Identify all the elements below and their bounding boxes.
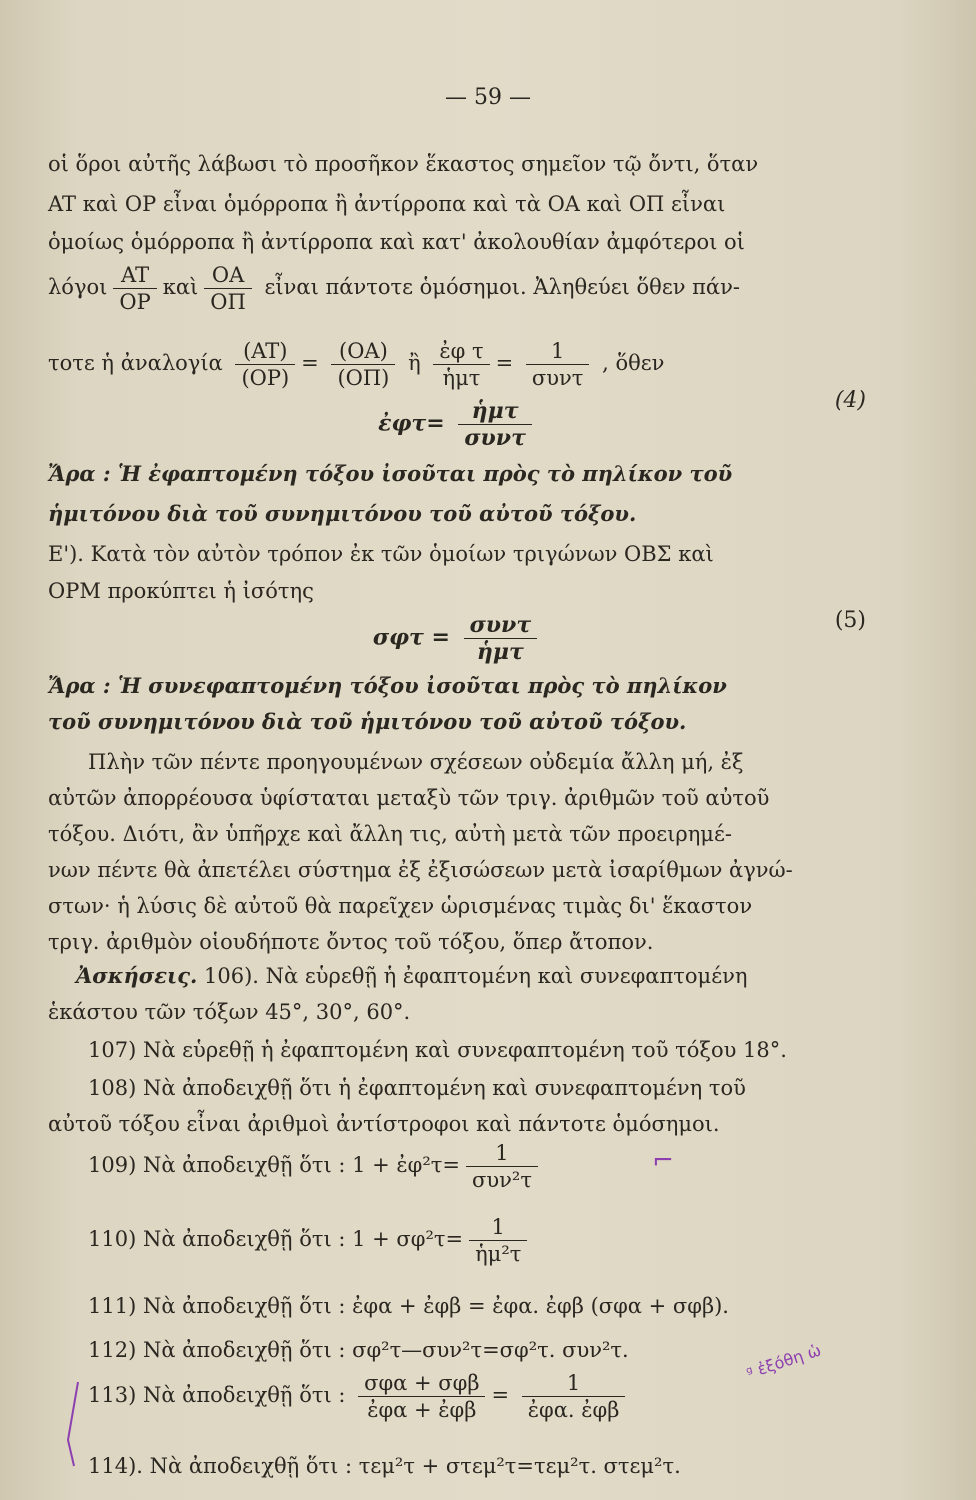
fraction xyxy=(331,338,395,391)
text-line: οἱ ὅροι αὐτῆς λάβωσι τὸ προσῆκον ἕκαστος σημεῖον τῷ ὄντι, ὅταν xyxy=(48,152,759,176)
text-fragment: εἶναι πάντοτε ὁμόσημοι. Ἀληθεύει ὅθεν πάν- xyxy=(264,275,740,299)
exercise-110 xyxy=(48,1214,890,1267)
proportion-line: τοτε ἡ ἀναλογία $\frac{(AT)}{(OP)}$ = $\frac{(OA)}{(O\Pi)}$ ἢ $\frac{\text{ἐφ τ}}{\text{ἡμτ}}$ = $\frac{1}{\text{συντ}}$ , ὅθεν xyxy=(48,339,665,390)
numerator: σφα + σφβ xyxy=(358,1370,485,1397)
exercise-text: 109) Νὰ ἀποδειχθῇ ὅτι : 1 + ἐφ²τ= xyxy=(88,1153,461,1177)
exercise-line: 107) Νὰ εὑρεθῇ ἡ ἐφαπτομένη καὶ συνεφαπτομένη τοῦ τόξου 18°. xyxy=(88,1038,787,1062)
exercise-text: 110) Νὰ ἀποδειχθῇ ὅτι : 1 + σφ²τ= xyxy=(88,1227,464,1251)
exercise-line: ἑκάστου τῶν τόξων 45°, 30°, 60°. xyxy=(48,1000,411,1024)
denominator: ἡμ²τ xyxy=(475,1242,522,1266)
exercise-line: 114). Νὰ ἀποδειχθῇ ὅτι : τεμ²τ + στεμ²τ=τεμ²τ. στεμ²τ. xyxy=(88,1454,681,1478)
exercise-text: 106). Νὰ εὑρεθῇ ἡ ἐφαπτομένη καὶ συνεφαπτομένη xyxy=(203,964,748,988)
theorem-line xyxy=(48,672,890,700)
fraction xyxy=(526,338,590,391)
exercise-line: 112) Νὰ ἀποδειχθῇ ὅτι : σφ²τ—συν²τ=σφ²τ. συν²τ. xyxy=(88,1338,629,1362)
text-fragment: λόγοι xyxy=(48,275,108,299)
exercise-line xyxy=(48,962,890,990)
denominator: ἐφα + ἐφβ xyxy=(367,1398,477,1422)
handwritten-annotation: ᵍ ἐξόθη ὡ xyxy=(743,1340,824,1383)
numerator: (AT) xyxy=(235,338,295,365)
denominator: OΠ xyxy=(210,290,246,314)
numerator: AT xyxy=(113,262,156,289)
numerator: 1 xyxy=(469,1214,527,1241)
text-line: νων πέντε θὰ ἀπετέλει σύστημα ἐξ ἐξισώσεων μετὰ ἰσαρίθμων ἀγνώ- xyxy=(48,858,793,882)
text-line: στων· ἡ λύσις δὲ αὐτοῦ θὰ παρεῖχεν ὡρισμένας τιμὰς δι' ἕκαστον xyxy=(48,894,753,918)
equation-lhs: ἐφτ= xyxy=(378,410,445,437)
numerator: OA xyxy=(204,262,252,289)
exercise-line: αὐτοῦ τόξου εἶναι ἀριθμοὶ ἀντίστροφοι καὶ πάντοτε ὁμόσημοι. xyxy=(48,1112,720,1136)
text-fragment: ἢ xyxy=(408,351,421,375)
fraction xyxy=(469,1214,527,1267)
page-number: — 59 — xyxy=(445,85,531,110)
denominator: συντ xyxy=(531,366,584,390)
denominator: ἡμτ xyxy=(476,639,524,665)
denominator: OP xyxy=(119,290,151,314)
fraction xyxy=(204,262,252,315)
theorem-line xyxy=(48,460,890,488)
denominator: συν²τ xyxy=(472,1168,532,1192)
numerator: 1 xyxy=(526,338,590,365)
equation-4 xyxy=(0,398,916,451)
numerator: (OA) xyxy=(331,338,395,365)
equation-number: (5) xyxy=(834,608,866,633)
text-fragment: τοτε ἡ ἀναλογία xyxy=(48,351,223,375)
ratio-line xyxy=(48,262,890,315)
equation-lhs: σφτ = xyxy=(372,624,450,651)
text-line: τριγ. ἀριθμὸν οἱουδήποτε ὄντος τοῦ τόξου, ὅπερ ἄτοπον. xyxy=(48,930,654,954)
equation-5 xyxy=(0,612,916,665)
numerator: ἐφ τ xyxy=(433,338,489,365)
theorem-line xyxy=(48,708,890,736)
theorem-text: Ἄρα : Ἡ ἐφαπτομένη τόξου ἰσοῦται πρὸς τὸ πηλίκον τοῦ xyxy=(48,461,733,486)
theorem-text: Ἄρα : Ἡ συνεφαπτομένη τόξου ἰσοῦται πρὸς τὸ πηλίκον xyxy=(48,673,727,698)
text-line: E'). Κατὰ τὸν αὐτὸν τρόπον ἐκ τῶν ὁμοίων τριγώνων OBΣ καὶ xyxy=(48,542,714,566)
numerator: ἡμτ xyxy=(458,398,532,425)
text-fragment: καὶ xyxy=(162,275,199,299)
equation-number: (4) xyxy=(834,388,866,413)
numerator: 1 xyxy=(522,1370,626,1397)
text-line: αὐτῶν ἀπορρέουσα ὑφίσταται μεταξὺ τῶν τριγ. ἀριθμῶν τοῦ αὐτοῦ xyxy=(48,786,770,810)
text-line: OPM προκύπτει ἡ ἰσότης xyxy=(48,579,314,603)
denominator: συντ xyxy=(464,425,526,451)
fraction xyxy=(358,1370,485,1423)
exercise-113: 113) Νὰ ἀποδειχθῇ ὅτι : $\frac{\text{σφα + σφβ}}{\text{ἐφα + ἐφβ}}$ = $\frac{1}{\text{ἐφα. ἐφβ}}$ xyxy=(48,1370,890,1423)
fraction xyxy=(113,262,156,315)
text-line: AT καὶ OP εἶναι ὁμόρροπα ἢ ἀντίρροπα καὶ τὰ OA καὶ OΠ εἶναι xyxy=(48,192,726,216)
fraction xyxy=(235,338,295,391)
fraction xyxy=(433,338,489,391)
exercises-heading: Ἀσκήσεις. xyxy=(76,963,198,988)
theorem-line xyxy=(48,500,890,528)
text-line: Πλὴν τῶν πέντε προηγουμένων σχέσεων οὐδεμία ἄλλη μή, ἐξ xyxy=(88,750,744,774)
fraction xyxy=(466,1140,538,1193)
text-line: ὁμοίως ὁμόρροπα ἢ ἀντίρροπα καὶ κατ' ἀκολουθίαν ἀμφότεροι οἱ xyxy=(48,230,745,254)
exercise-text: 113) Νὰ ἀποδειχθῇ ὅτι : xyxy=(88,1383,346,1407)
denominator: ἐφα. ἐφβ xyxy=(527,1398,620,1422)
fraction xyxy=(522,1370,626,1423)
exercise-line: 108) Νὰ ἀποδειχθῇ ὅτι ἡ ἐφαπτομένη καὶ συνεφαπτομένη τοῦ xyxy=(88,1076,746,1100)
text-fragment: , ὅθεν xyxy=(602,351,665,375)
denominator: (OP) xyxy=(241,366,290,390)
exercise-line: 111) Νὰ ἀποδειχθῇ ὅτι : ἐφα + ἐφβ = ἐφα. ἐφβ (σφα + σφβ). xyxy=(88,1294,729,1318)
exercise-109 xyxy=(48,1140,890,1193)
fraction xyxy=(458,398,532,451)
numerator: 1 xyxy=(466,1140,538,1167)
denominator: (OΠ) xyxy=(337,366,390,390)
text-line: τόξου. Διότι, ἂν ὑπῆρχε καὶ ἄλλη τις, αὐτὴ μετὰ τῶν προειρημέ- xyxy=(48,822,732,846)
theorem-text: τοῦ συνημιτόνου διὰ τοῦ ἡμιτόνου τοῦ αὐτοῦ τόξου. xyxy=(48,709,687,734)
numerator: συντ xyxy=(464,612,538,639)
fraction xyxy=(464,612,538,665)
handwritten-mark: ⌐ xyxy=(652,1146,674,1176)
denominator: ἡμτ xyxy=(442,366,481,390)
theorem-text: ἡμιτόνου διὰ τοῦ συνημιτόνου τοῦ αὐτοῦ τόξου. xyxy=(48,501,637,526)
